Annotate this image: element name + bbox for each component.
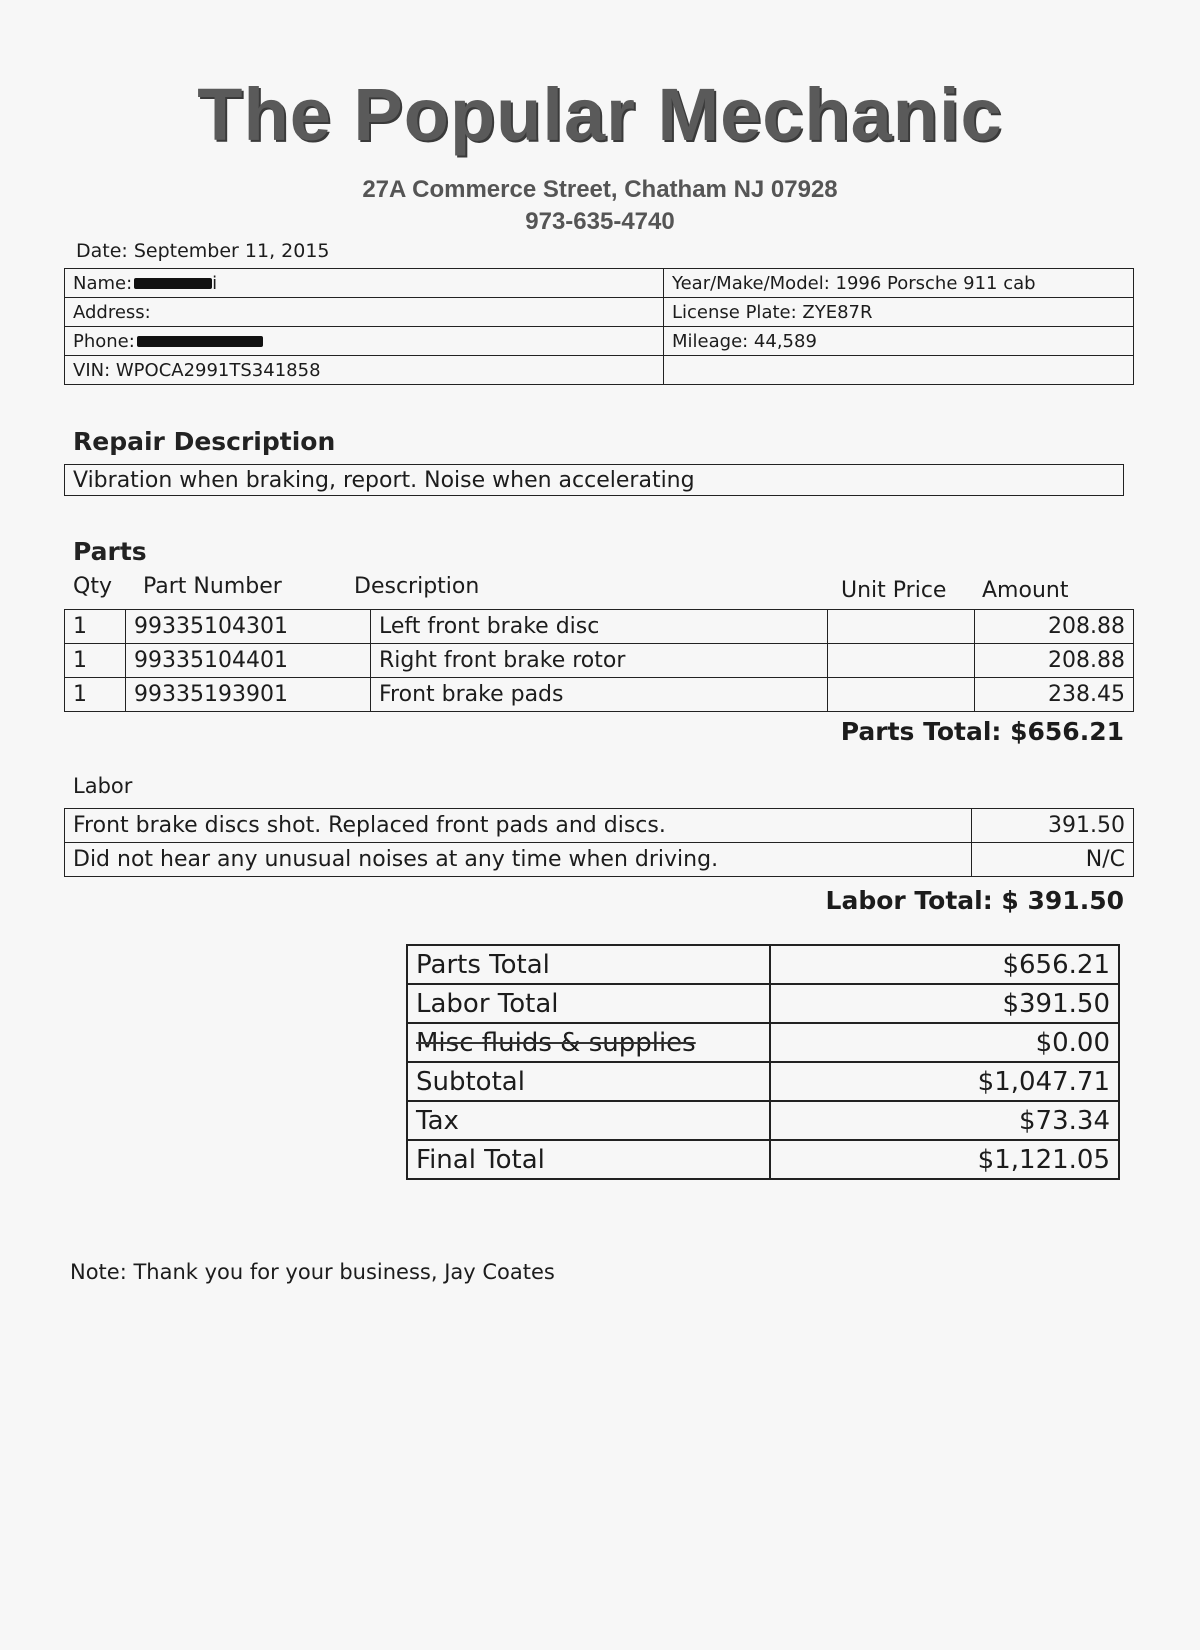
description-cell: Left front brake disc [371,610,828,644]
table-row [65,644,1134,678]
labor-amount-cell: 391.50 [972,809,1134,843]
redacted-name [134,278,212,289]
summary-label [407,1023,770,1062]
labor-description-cell: Front brake discs shot. Replaced front pads and discs. [65,809,972,843]
table-row [407,984,1119,1023]
mileage: Mileage: 44,589 [664,327,1134,356]
table-row [65,809,1134,843]
repair-heading: Repair Description [73,427,336,456]
qty-cell: 1 [65,644,126,678]
summary-value: $391.50 [770,984,1119,1023]
qty-cell: 1 [65,610,126,644]
name-label: Name: [73,272,133,294]
parts-heading: Parts [73,537,147,566]
parts-total: Parts Total: $656.21 [840,717,1124,746]
col-unit-price: Unit Price [841,578,947,603]
note: Note: Thank you for your business, Jay Coates [70,1260,555,1284]
phone-label: Phone: [73,330,135,352]
labor-description-cell: Did not hear any unusual noises at any time when driving. [65,843,972,877]
customer-vehicle-table [64,268,1134,385]
labor-amount-cell: N/C [972,843,1134,877]
amount-cell: 208.88 [975,644,1134,678]
license-plate: License Plate: ZYE87R [664,298,1134,327]
summary-label: Subtotal [407,1062,770,1101]
amount-cell: 238.45 [975,678,1134,712]
customer-phone-cell [65,327,664,356]
redacted-phone [137,336,263,347]
qty-cell: 1 [65,678,126,712]
summary-value: $656.21 [770,945,1119,984]
parts-table [64,609,1134,712]
unit-price-cell [828,610,975,644]
col-amount: Amount [982,578,1069,603]
customer-address: Address: [65,298,664,327]
description-cell: Front brake pads [371,678,828,712]
part-number-cell: 99335104401 [126,644,371,678]
table-row [407,1023,1119,1062]
table-row [407,1101,1119,1140]
invoice-date: Date: September 11, 2015 [76,240,330,262]
summary-table [406,944,1120,1180]
shop-phone: 973-635-4740 [525,208,675,235]
table-row [407,945,1119,984]
customer-name-cell [65,269,664,298]
misc-label: Misc fluids & supplies [416,1027,696,1058]
col-qty: Qty [73,574,112,599]
empty-cell [664,356,1134,385]
part-number-cell: 99335193901 [126,678,371,712]
vin: VIN: WPOCA2991TS341858 [65,356,664,385]
year-make-model: Year/Make/Model: 1996 Porsche 911 cab [664,269,1134,298]
table-row [65,610,1134,644]
table-row [407,1062,1119,1101]
part-number-cell: 99335104301 [126,610,371,644]
col-part-number: Part Number [143,574,282,599]
shop-address: 27A Commerce Street, Chatham NJ 07928 [362,176,838,203]
labor-total: Labor Total: $ 391.50 [825,886,1124,915]
summary-label: Parts Total [407,945,770,984]
table-row [65,843,1134,877]
repair-description: Vibration when braking, report. Noise when accelerating [64,464,1124,496]
table-row [407,1140,1119,1179]
summary-value: $73.34 [770,1101,1119,1140]
summary-value: $0.00 [770,1023,1119,1062]
unit-price-cell [828,678,975,712]
summary-label: Final Total [407,1140,770,1179]
unit-price-cell [828,644,975,678]
summary-label: Labor Total [407,984,770,1023]
labor-table [64,808,1134,877]
col-description: Description [354,574,480,599]
summary-label: Tax [407,1101,770,1140]
summary-value: $1,047.71 [770,1062,1119,1101]
description-cell: Right front brake rotor [371,644,828,678]
name-suffix: i [212,272,218,294]
shop-name: The Popular Mechanic [197,73,1003,156]
amount-cell: 208.88 [975,610,1134,644]
labor-heading: Labor [73,774,133,798]
summary-value: $1,121.05 [770,1140,1119,1179]
table-row [65,678,1134,712]
